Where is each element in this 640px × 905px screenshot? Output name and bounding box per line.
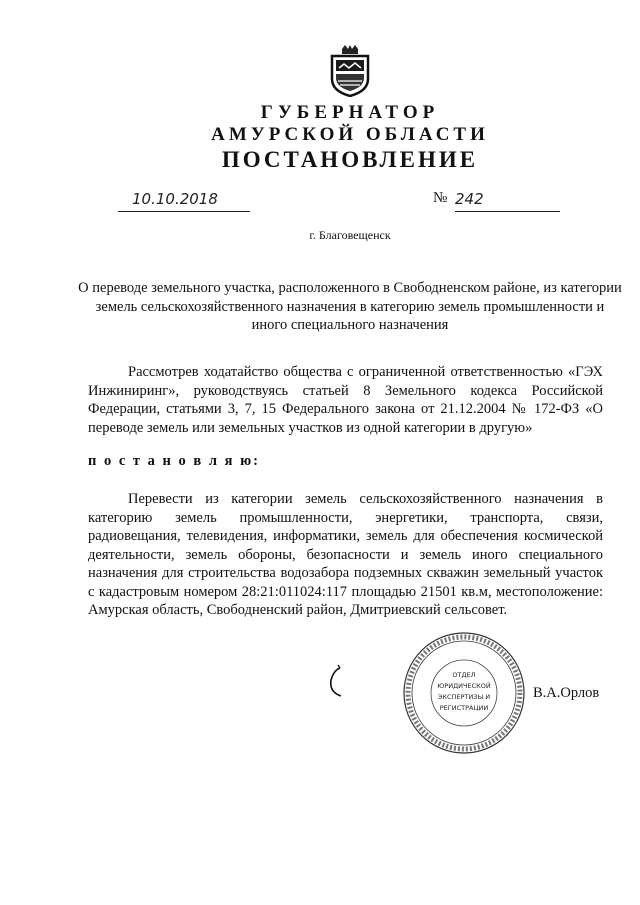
- stamp-line-2: ЮРИДИЧЕСКОЙ: [437, 682, 491, 690]
- stamp-line-3: ЭКСПЕРТИЗЫ И: [437, 693, 491, 701]
- number-label: №: [433, 190, 448, 206]
- paragraph-text: Перевести из категории земель сельскохозяйственного назначения в категорию земель промышленности, энергетики, транспорта, связи, радиовещания, телевидения, информатики, земель для обеспечения космической деятельности, земель обороны, безопасности и земель иного специального назначения для строительства водозабора подземных скважин земельный участок с кадастровым номером 28:21:011024:117 площадью 21501 кв.м, местоположение: Амурская область, Свободненский район, Дмитриевский сельсовет.: [88, 491, 603, 618]
- official-seal-stamp: [402, 631, 526, 755]
- date-underline: [118, 211, 250, 212]
- stamp-line-4: РЕГИСТРАЦИИ: [439, 704, 489, 712]
- number-value: 242: [455, 190, 484, 208]
- paragraph-text: Рассмотрев ходатайство общества с ограниченной ответственностью «ГЭХ Инжиниринг», руководствуясь статьей 8 Земельного кодекса Российской Федерации, статьями 3, 7, 15 Федерального закона от 21.12.2004 № 172-ФЗ «О переводе земель или земельных участков из одной категории в другую»: [88, 364, 603, 436]
- number-underline: [455, 211, 560, 212]
- resolve-label: п о с т а н о в л я ю:: [88, 453, 260, 469]
- body-paragraph-1: [88, 363, 603, 437]
- body-paragraph-2: [88, 490, 603, 620]
- header-doc-type: ПОСТАНОВЛЕНИЕ: [221, 147, 479, 172]
- document-title: О переводе земельного участка, расположенного в Свободненском районе, из категории земель сельскохозяйственного назначения в категорию земель промышленности и иного специального назначения: [78, 280, 622, 333]
- coat-of-arms-emblem: [329, 45, 371, 97]
- handwritten-signature: [325, 660, 355, 700]
- number-field: [455, 192, 560, 212]
- header-region: АМУРСКОЙ ОБЛАСТИ: [211, 124, 489, 145]
- stamp-line-1: ОТДЕЛ: [452, 671, 476, 679]
- date-field: [118, 192, 250, 212]
- signer-name: В.А.Орлов: [533, 685, 600, 701]
- city: г. Благовещенск: [309, 228, 391, 242]
- header-governor: ГУБЕРНАТОР: [260, 102, 440, 123]
- date-value: 10.10.2018: [132, 190, 218, 208]
